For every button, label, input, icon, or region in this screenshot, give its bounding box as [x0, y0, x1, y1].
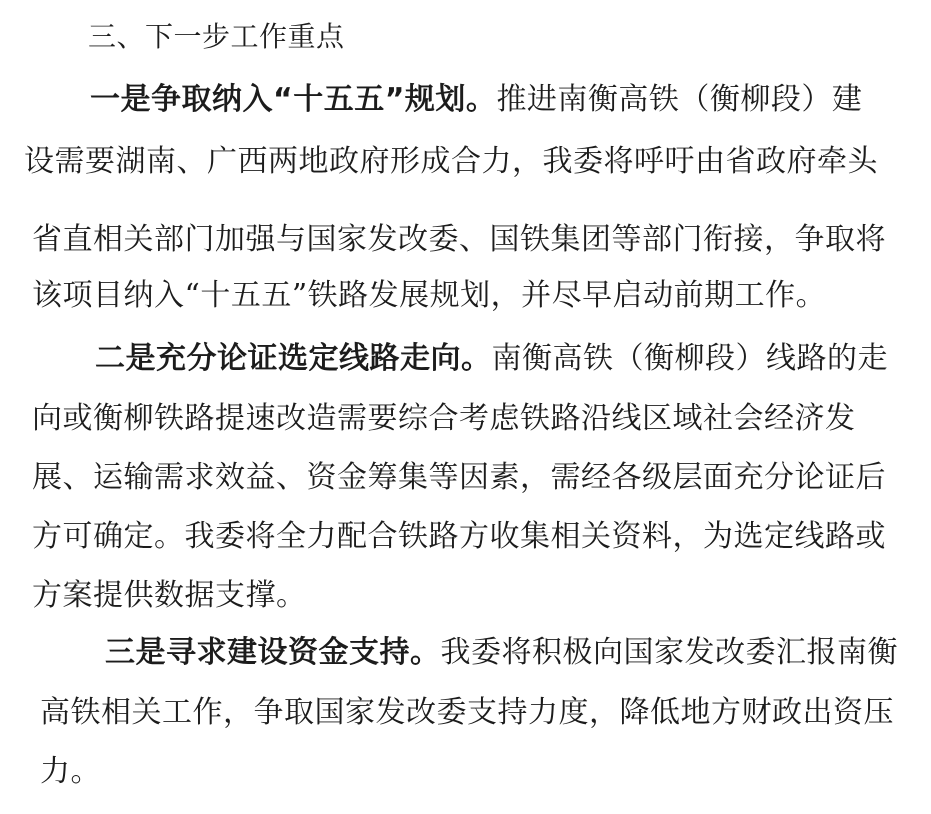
- paragraph-2-title: 二是充分论证选定线路走向。: [95, 341, 492, 376]
- paragraph-2-line-4: 方可确定。我委将全力配合铁路方收集相关资料，为选定线路或: [32, 519, 886, 554]
- paragraph-2-line-2: 向或衡柳铁路提速改造需要综合考虑铁路沿线区域社会经济发: [32, 401, 856, 436]
- paragraph-3-title: 三是寻求建设资金支持。: [105, 635, 441, 670]
- paragraph-1-title: 一是争取纳入“十五五”规划。: [90, 82, 497, 117]
- paragraph-1-line-4: 该项目纳入“十五五”铁路发展规划，并尽早启动前期工作。: [32, 278, 827, 313]
- paragraph-1-line-3: 省直相关部门加强与国家发改委、国铁集团等部门衔接，争取将: [32, 222, 886, 257]
- paragraph-1-line-2: 设需要湖南、广西两地政府形成合力，我委将呼吁由省政府牵头: [24, 144, 878, 179]
- paragraph-3-line-1: [105, 633, 898, 673]
- paragraph-3-line-2: 高铁相关工作，争取国家发改委支持力度，降低地方财政出资压: [40, 695, 894, 730]
- paragraph-1-line-1: [90, 80, 862, 120]
- paragraph-1-line-1-text: 推进南衡高铁（衡柳段）建: [496, 82, 863, 117]
- section-heading: 三、下一步工作重点: [88, 20, 345, 53]
- paragraph-2-line-3: 展、运输需求效益、资金筹集等因素，需经各级层面充分论证后: [32, 460, 886, 495]
- paragraph-2-line-5: 方案提供数据支撑。: [32, 578, 307, 613]
- paragraph-2-line-1-text: 南衡高铁（衡柳段）线路的走: [491, 341, 888, 376]
- paragraph-3-line-3: 力。: [40, 754, 101, 789]
- paragraph-3-line-1-text: 我委将积极向国家发改委汇报南衡: [440, 635, 898, 670]
- paragraph-2-line-1: [95, 339, 888, 379]
